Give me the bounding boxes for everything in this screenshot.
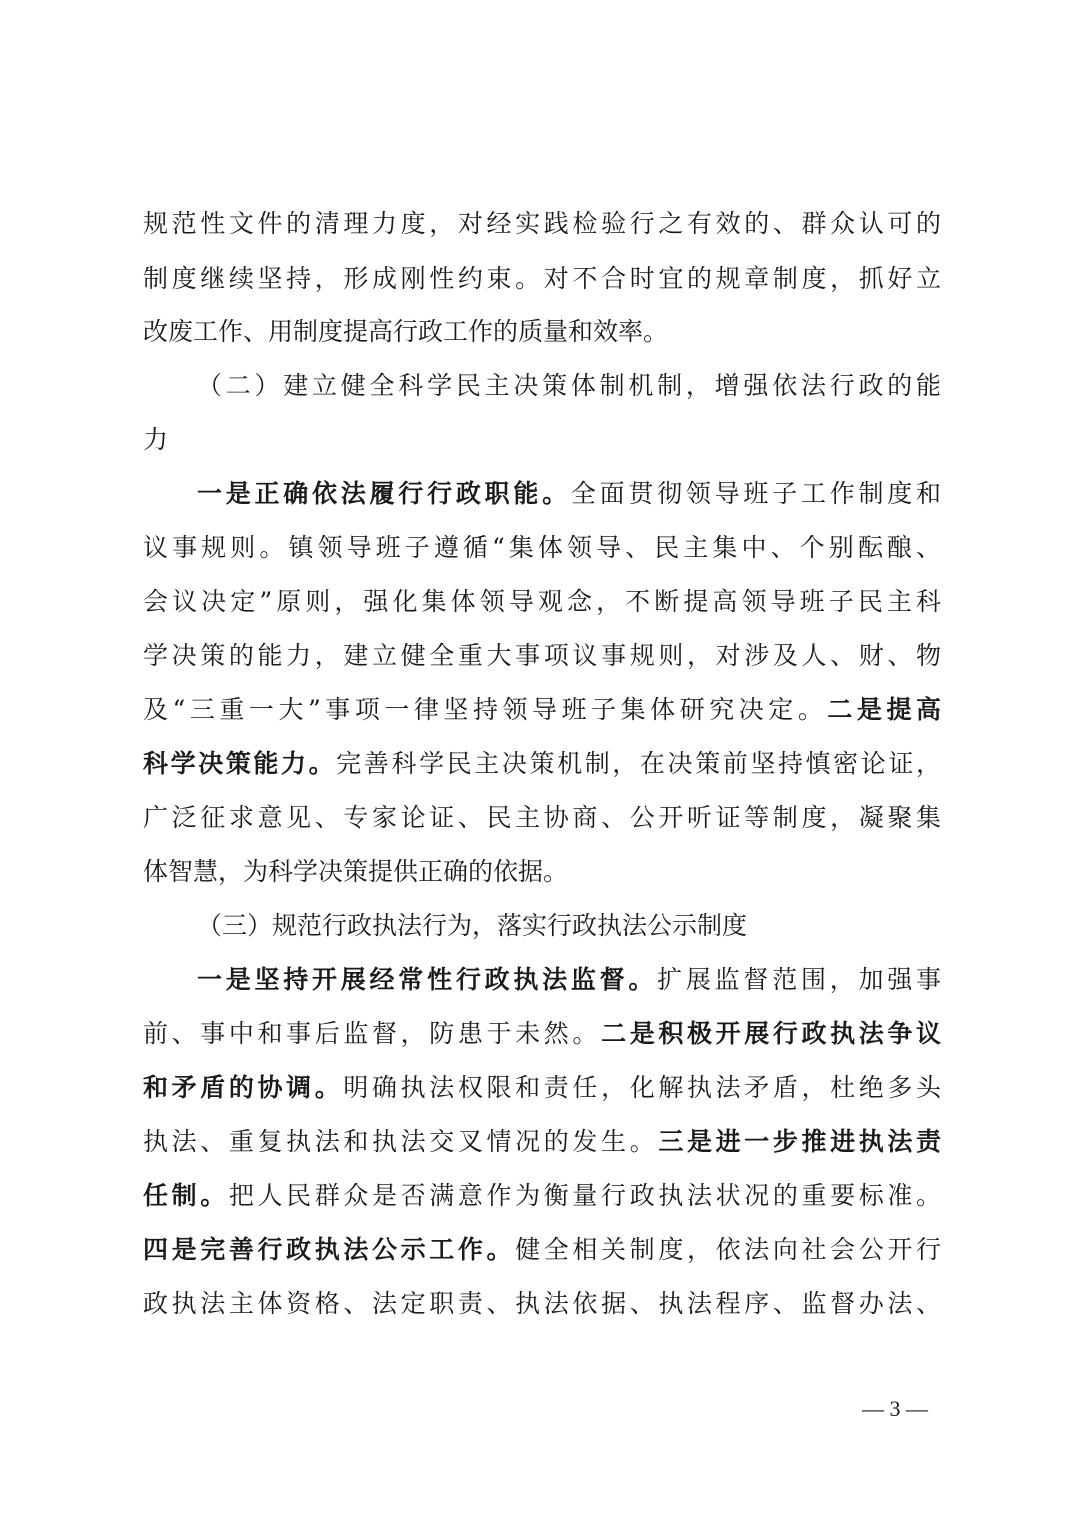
paragraph-line: 广泛征求意见、专家论证、民主协商、公开听证等制度，凝聚集 xyxy=(143,803,941,832)
paragraph-line: 议事规则。镇领导班子遵循“集体领导、民主集中、个别酝酿、 xyxy=(143,533,941,562)
bold-lead: 三是进一步推进执法责 xyxy=(658,1127,941,1156)
paragraph-line: 执法、重复执法和执法交叉情况的发生。三是进一步推进执法责 xyxy=(143,1127,941,1156)
bold-lead: 二是积极开展行政执法争议 xyxy=(601,1019,941,1048)
bold-lead: 任制。 xyxy=(143,1181,229,1210)
paragraph-line: 学决策的能力，建立健全重大事项议事规则，对涉及人、财、物 xyxy=(143,641,941,670)
paragraph-line: 体智慧，为科学决策提供正确的依据。 xyxy=(143,857,569,886)
section-heading-3: （三）规范行政执法行为，落实行政执法公示制度 xyxy=(197,911,748,940)
bold-lead: 四是完善行政执法公示工作。 xyxy=(143,1235,516,1264)
paragraph-line: 四是完善行政执法公示工作。健全相关制度，依法向社会公开行 xyxy=(143,1235,941,1264)
bold-lead: 一是坚持开展经常性行政执法监督。 xyxy=(197,965,658,994)
paragraph-line: 前、事中和事后监督，防患于未然。二是积极开展行政执法争议 xyxy=(143,1019,941,1048)
paragraph-line: 一是坚持开展经常性行政执法监督。扩展监督范围，加强事 xyxy=(197,965,941,994)
bold-lead: 科学决策能力。 xyxy=(143,749,337,778)
bold-lead: 一是正确依法履行行政职能。 xyxy=(197,479,571,508)
paragraph-line: 科学决策能力。完善科学民主决策机制，在决策前坚持慎密论证， xyxy=(143,749,941,778)
paragraph-line: 会议决定”原则，强化集体领导观念，不断提高领导班子民主科 xyxy=(143,587,941,616)
bold-lead: 和矛盾的协调。 xyxy=(143,1073,344,1102)
section-heading-2: （二）建立健全科学民主决策体制机制，增强依法行政的能 xyxy=(197,371,941,400)
paragraph-line: 及“三重一大”事项一律坚持领导班子集体研究决定。二是提高 xyxy=(143,695,941,724)
page-number: — 3 — xyxy=(862,1396,928,1421)
paragraph-line: 规范性文件的清理力度，对经实践检验行之有效的、群众认可的 xyxy=(143,209,941,238)
section-heading-2-cont: 力 xyxy=(143,425,169,454)
paragraph-line: 和矛盾的协调。明确执法权限和责任，化解执法矛盾，杜绝多头 xyxy=(143,1073,941,1102)
paragraph-line: 改废工作、用制度提高行政工作的质量和效率。 xyxy=(143,317,669,346)
paragraph-line: 制度继续坚持，形成刚性约束。对不合时宜的规章制度，抓好立 xyxy=(143,264,941,293)
paragraph-line: 一是正确依法履行行政职能。全面贯彻领导班子工作制度和 xyxy=(197,479,941,508)
bold-lead: 二是提高 xyxy=(827,695,941,724)
paragraph-line: 政执法主体资格、法定职责、执法依据、执法程序、监督办法、 xyxy=(143,1289,941,1318)
paragraph-line: 任制。把人民群众是否满意作为衡量行政执法状况的重要标准。 xyxy=(143,1181,941,1210)
